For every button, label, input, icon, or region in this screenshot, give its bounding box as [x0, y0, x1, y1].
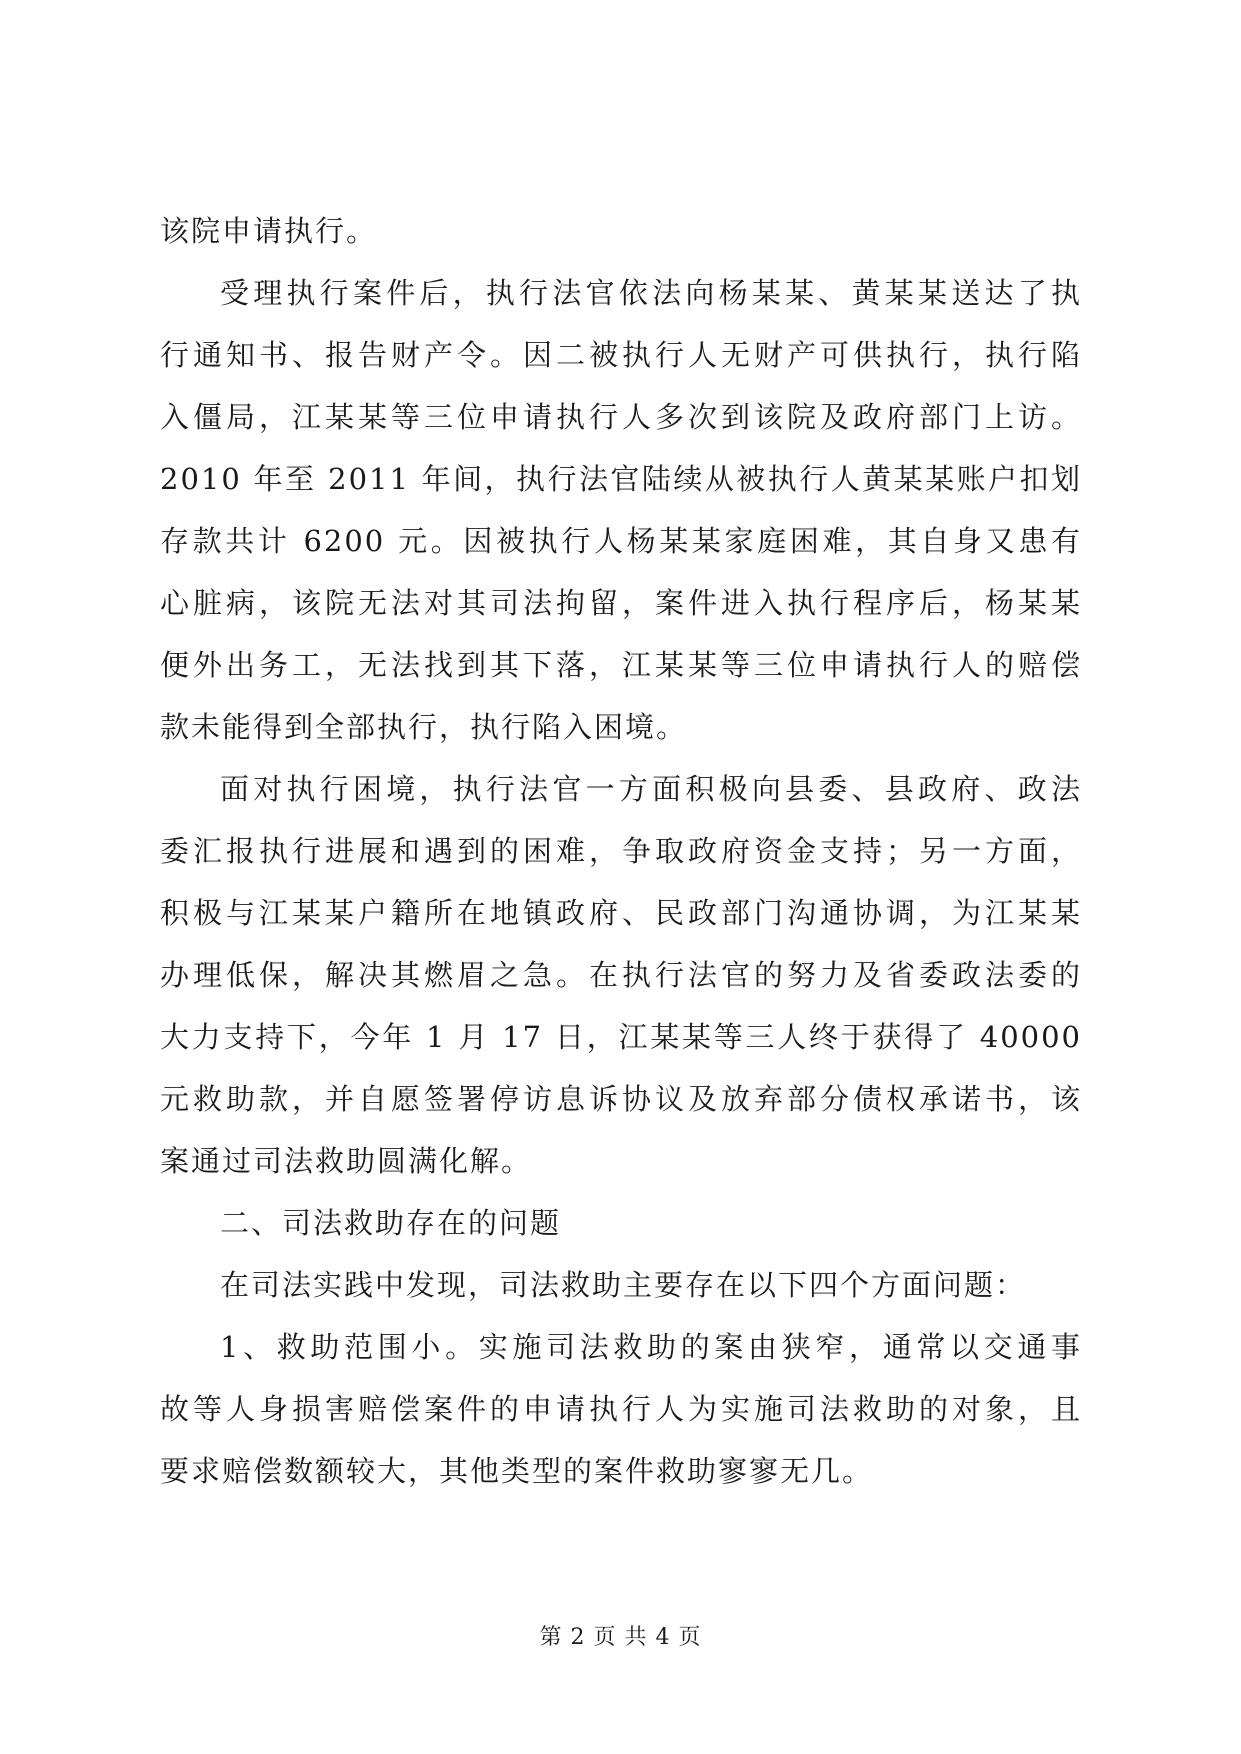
page-footer	[0, 1620, 1241, 1651]
text-line: 心脏病，该院无法对其司法拘留，案件进入执行程序后，杨某某	[160, 586, 1082, 620]
text-line: 元救助款，并自愿签署停访息诉协议及放弃部分债权承诺书，该	[160, 1082, 1082, 1116]
text-line: 积极与江某某户籍所在地镇政府、民政部门沟通协调，为江某某	[160, 896, 1082, 930]
page-number: 第 2 页 共 4 页	[539, 1625, 702, 1650]
text-line: 存款共计 6200 元。因被执行人杨某某家庭困难，其自身又患有	[160, 524, 1082, 558]
text-line: 该院申请执行。	[160, 214, 378, 248]
text-line: 故等人身损害赔偿案件的申请执行人为实施司法救助的对象，且	[160, 1392, 1082, 1426]
text-line: 委汇报执行进展和遇到的困难，争取政府资金支持；另一方面，	[160, 834, 1082, 868]
text-line: 面对执行困境，执行法官一方面积极向县委、县政府、政法	[220, 772, 1082, 806]
text-line: 款未能得到全部执行，执行陷入困境。	[160, 710, 688, 744]
paragraph-case-acceptance	[160, 262, 1082, 758]
text-line: 二、司法救助存在的问题	[220, 1206, 562, 1240]
text-line: 1、救助范围小。实施司法救助的案由狭窄，通常以交通事	[220, 1330, 1082, 1364]
paragraph-facing-difficulty	[160, 758, 1082, 1192]
text-line: 入僵局，江某某等三位申请执行人多次到该院及政府部门上访。	[160, 400, 1082, 434]
text-line: 大力支持下，今年 1 月 17 日，江某某等三人终于获得了 40000	[160, 1020, 1082, 1054]
document-body	[160, 200, 1082, 1502]
text-line: 便外出务工，无法找到其下落，江某某等三位申请执行人的赔偿	[160, 648, 1082, 682]
paragraph-continuation	[160, 200, 1082, 262]
paragraph-problem-1	[160, 1316, 1082, 1502]
text-line: 行通知书、报告财产令。因二被执行人无财产可供执行，执行陷	[160, 338, 1082, 372]
text-line: 要求赔偿数额较大，其他类型的案件救助寥寥无几。	[160, 1454, 874, 1488]
text-line: 在司法实践中发现，司法救助主要存在以下四个方面问题：	[220, 1268, 1027, 1302]
text-line: 案通过司法救助圆满化解。	[160, 1144, 533, 1178]
section-heading	[160, 1192, 1082, 1254]
paragraph-intro-problems	[160, 1254, 1082, 1316]
text-line: 2010 年至 2011 年间，执行法官陆续从被执行人黄某某账户扣划	[160, 462, 1082, 496]
text-line: 办理低保，解决其燃眉之急。在执行法官的努力及省委政法委的	[160, 958, 1082, 992]
text-line: 受理执行案件后，执行法官依法向杨某某、黄某某送达了执	[220, 276, 1082, 310]
